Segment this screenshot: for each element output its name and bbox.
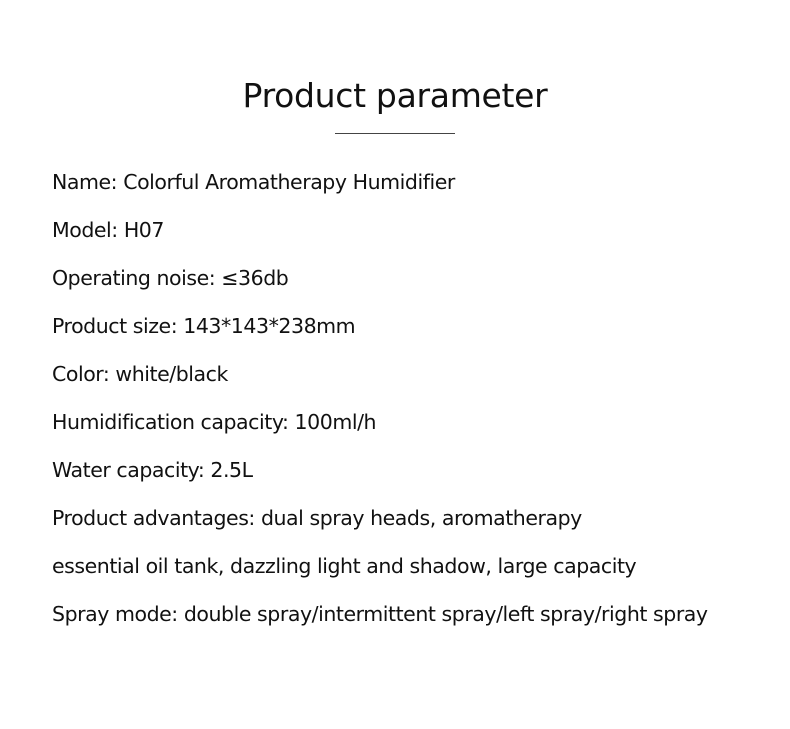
- parameter-list: [52, 164, 782, 644]
- param-product-advantages-continued: essential oil tank, dazzling light and shadow, large capacity: [52, 554, 637, 578]
- param-product-advantages: Product advantages: dual spray heads, aromatherapy: [52, 506, 582, 530]
- param-product-size: Product size: 143*143*238mm: [52, 314, 356, 338]
- param-humidification-capacity: Humidification capacity: 100ml/h: [52, 410, 377, 434]
- param-model: Model: H07: [52, 218, 164, 242]
- param-color: Color: white/black: [52, 362, 228, 386]
- page-title: Product parameter: [242, 76, 548, 115]
- param-operating-noise: Operating noise: ≤36db: [52, 266, 289, 290]
- param-water-capacity: Water capacity: 2.5L: [52, 458, 253, 482]
- title-divider: [335, 133, 455, 134]
- param-spray-mode: Spray mode: double spray/intermittent spray/left spray/right spray: [52, 602, 708, 626]
- param-name: Name: Colorful Aromatherapy Humidifier: [52, 170, 455, 194]
